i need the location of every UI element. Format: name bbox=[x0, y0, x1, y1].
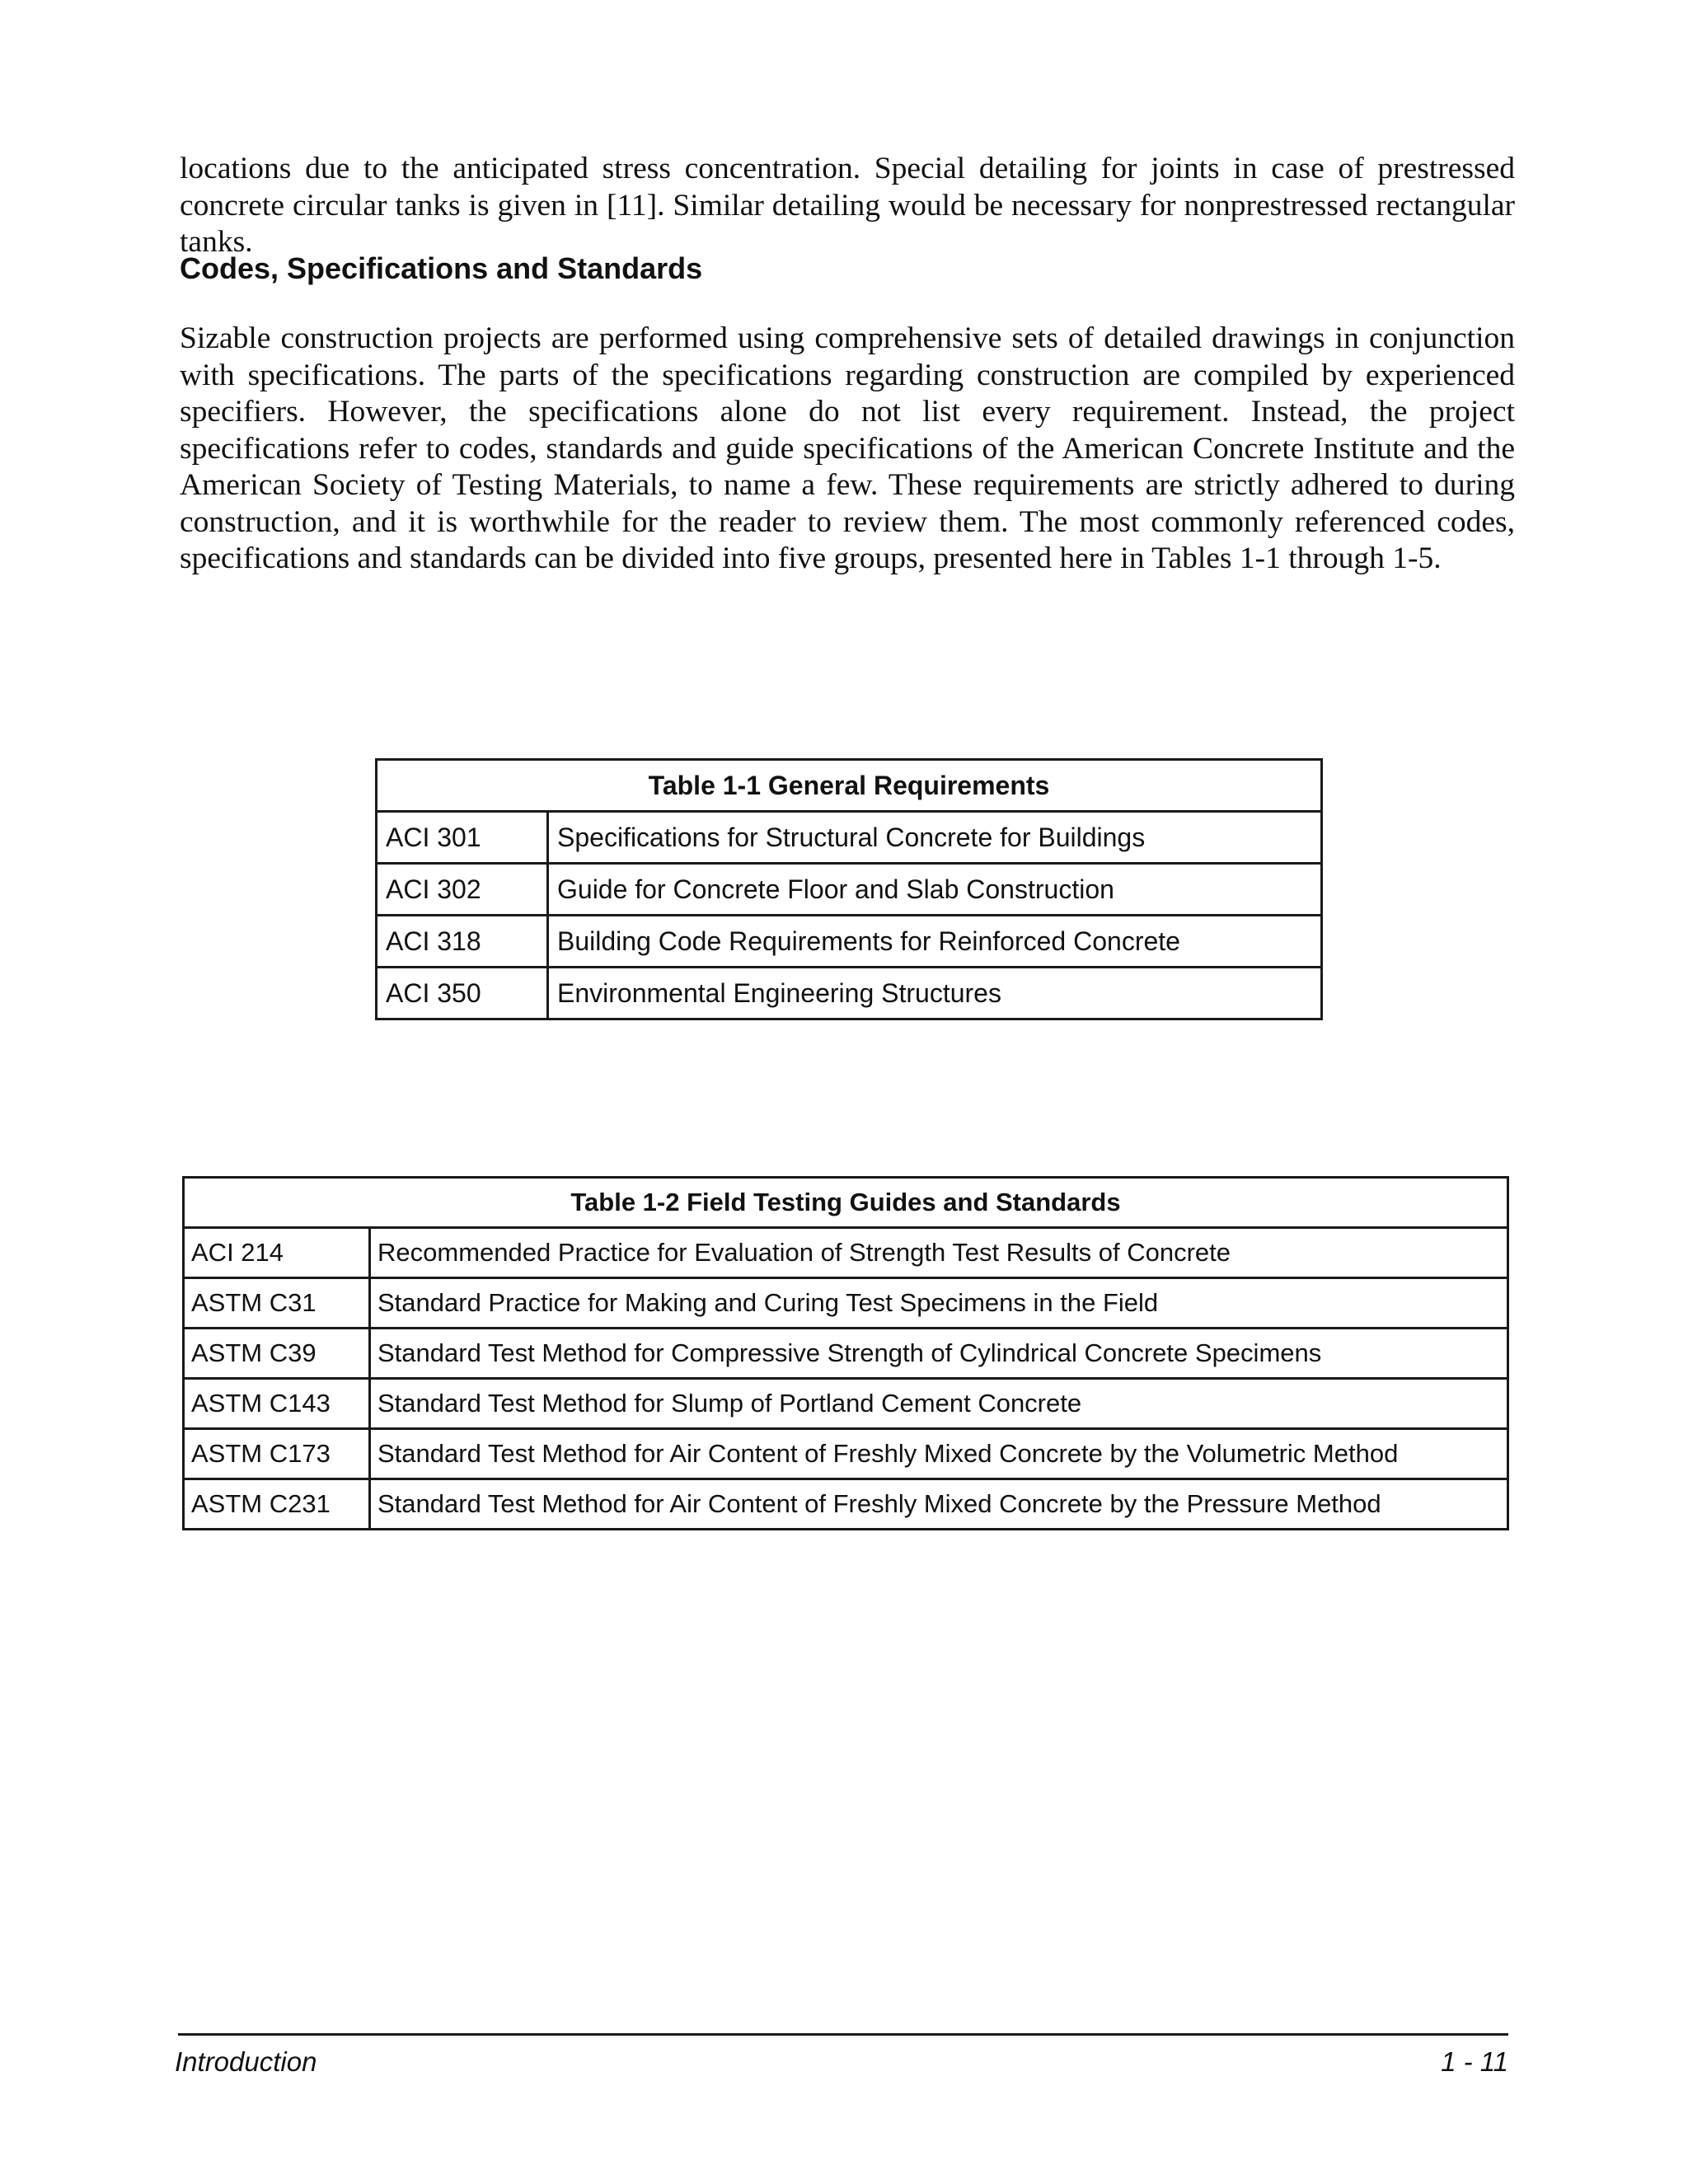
table-row bbox=[377, 916, 1322, 968]
table-caption: Table 1-2 Field Testing Guides and Standards bbox=[184, 1178, 1508, 1228]
footer-divider bbox=[178, 2033, 1508, 2036]
standard-code: ASTM C39 bbox=[184, 1329, 370, 1379]
table-general-requirements bbox=[375, 758, 1323, 1020]
standard-title: Specifications for Structural Concrete for Buildings bbox=[548, 812, 1322, 864]
paragraph-main: Sizable construction projects are performed using comprehensive sets of detailed drawings in conjunction with specifications. The parts of the specifications regarding construction are compiled by experienced specifiers. However, the specifications alone do not list every requirement. Instead, the project specifications refer to codes, standards and guide specifications of the American Concrete Institute and the American Society of Testing Materials, to name a few. These requirements are strictly adhered to during construction, and it is worthwhile for the reader to review them. The most commonly referenced codes, specifications and standards can be divided into five groups, presented here in Tables 1-1 through 1-5. bbox=[180, 321, 1515, 575]
table-row bbox=[377, 968, 1322, 1019]
table-caption-row bbox=[377, 760, 1322, 812]
section-heading: Codes, Specifications and Standards bbox=[180, 251, 703, 285]
standard-code: ACI 318 bbox=[377, 916, 548, 968]
standard-title: Standard Test Method for Air Content of Freshly Mixed Concrete by the Volumetric Method bbox=[370, 1429, 1508, 1479]
standard-title: Environmental Engineering Structures bbox=[548, 968, 1322, 1019]
table-caption: Table 1-1 General Requirements bbox=[377, 760, 1322, 812]
paragraph-top: locations due to the anticipated stress concentration. Special detailing for joints in case of prestressed concrete circular tanks is given in [11]. Similar detailing would be necessary for nonprestressed rectangular tanks. bbox=[180, 152, 1515, 259]
standard-code: ASTM C143 bbox=[184, 1379, 370, 1429]
table-row bbox=[377, 812, 1322, 864]
table-row bbox=[184, 1479, 1508, 1530]
table-row bbox=[184, 1278, 1508, 1329]
table-row bbox=[184, 1379, 1508, 1429]
standard-code: ACI 214 bbox=[184, 1228, 370, 1278]
table-row bbox=[184, 1329, 1508, 1379]
standard-code: ACI 301 bbox=[377, 812, 548, 864]
standard-code: ASTM C231 bbox=[184, 1479, 370, 1530]
standard-title: Guide for Concrete Floor and Slab Construction bbox=[548, 864, 1322, 916]
standard-code: ASTM C173 bbox=[184, 1429, 370, 1479]
footer-section-title: Introduction bbox=[175, 2046, 317, 2077]
standard-code: ACI 350 bbox=[377, 968, 548, 1019]
standard-title: Recommended Practice for Evaluation of Strength Test Results of Concrete bbox=[370, 1228, 1508, 1278]
standard-code: ACI 302 bbox=[377, 864, 548, 916]
standard-title: Standard Practice for Making and Curing Test Specimens in the Field bbox=[370, 1278, 1508, 1329]
table-row bbox=[377, 864, 1322, 916]
standard-title: Standard Test Method for Air Content of Freshly Mixed Concrete by the Pressure Method bbox=[370, 1479, 1508, 1530]
standard-title: Building Code Requirements for Reinforced Concrete bbox=[548, 916, 1322, 968]
table-row bbox=[184, 1429, 1508, 1479]
table-field-testing bbox=[182, 1176, 1509, 1530]
standard-code: ASTM C31 bbox=[184, 1278, 370, 1329]
standard-title: Standard Test Method for Slump of Portland Cement Concrete bbox=[370, 1379, 1508, 1429]
table-caption-row bbox=[184, 1178, 1508, 1228]
table-row bbox=[184, 1228, 1508, 1278]
page-number: 1 - 11 bbox=[1441, 2046, 1508, 2077]
standard-title: Standard Test Method for Compressive Strength of Cylindrical Concrete Specimens bbox=[370, 1329, 1508, 1379]
